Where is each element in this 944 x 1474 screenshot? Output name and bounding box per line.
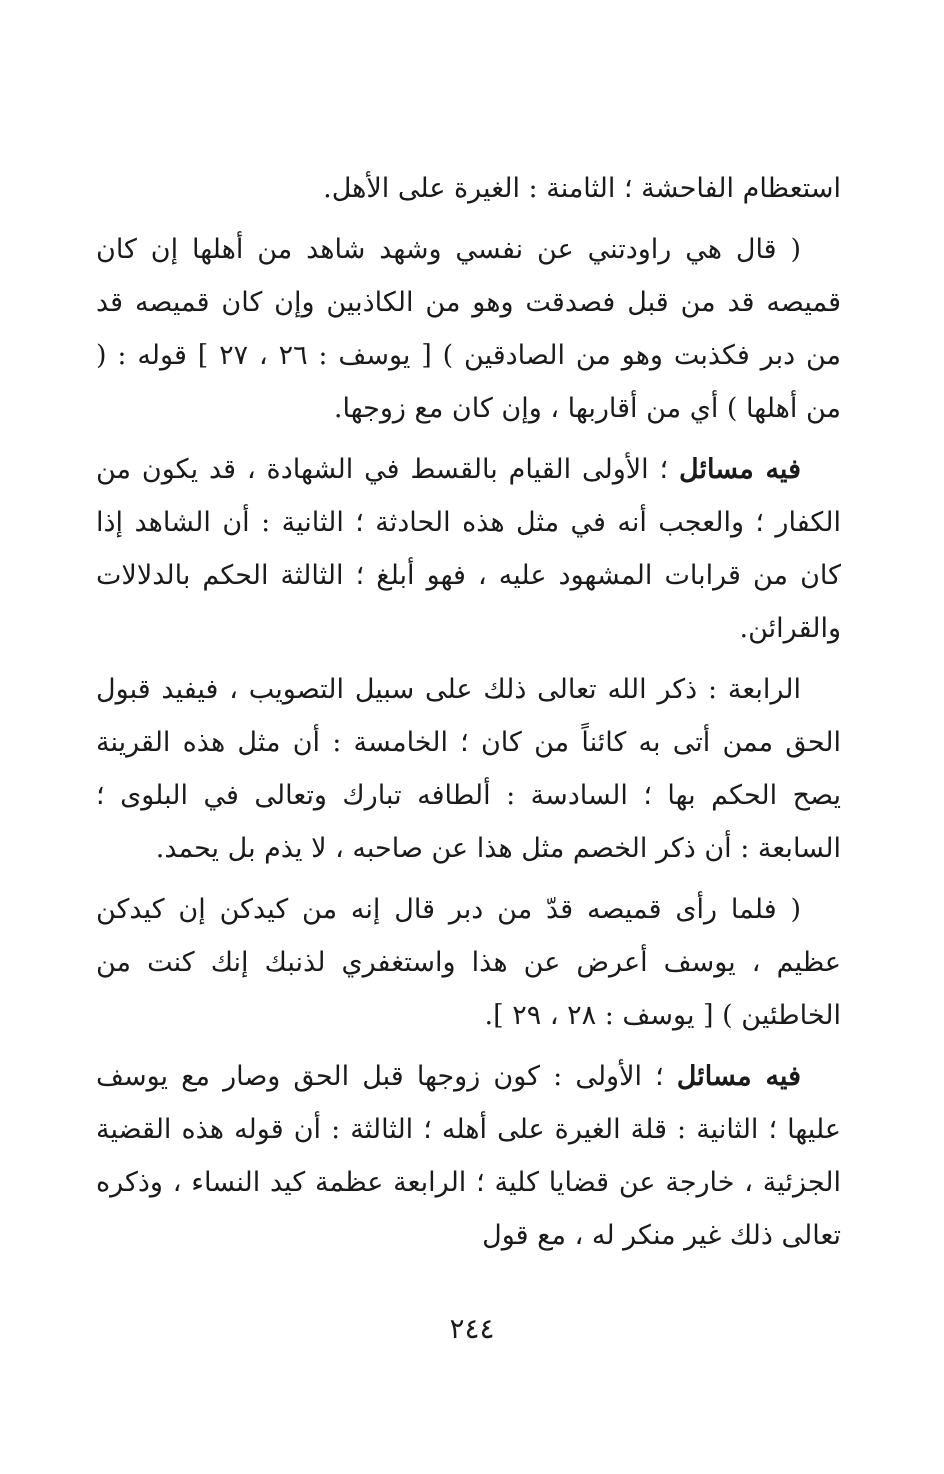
paragraph-5-text: ( فلما رأى قميصه قدّ من دبر قال إنه من كيدكن إن كيدكن عظيم ، يوسف أعرض عن هذا واستغفري لذنبك إنك كنت من الخاطئين ) [ يوسف : ٢٨ ، ٢٩ ]. [96,894,841,1031]
body-text [96,162,841,1262]
paragraph-4 [96,663,841,875]
paragraph-6 [96,1050,841,1262]
paragraph-2-text: ( قال هي راودتني عن نفسي وشهد شاهد من أهلها إن كان قميصه قد من قبل فصدقت وهو من الكاذبين وإن كان قميصه قد من دبر فكذبت وهو من الصادقين ) [ يوسف : ٢٦ ، ٢٧ ] قوله : ( من أهلها ) أي من أقاربها ، وإن كان مع زوجها. [96,234,841,424]
paragraph-4-text: الرابعة : ذكر الله تعالى ذلك على سبيل التصويب ، فيفيد قبول الحق ممن أتى به كائناً من كان ؛ الخامسة : أن مثل هذه القرينة يصح الحكم بها ؛ السادسة : ألطافه تبارك وتعالى في البلوى ؛ السابعة : أن ذكر الخصم مثل هذا عن صاحبه ، لا يذم بل يحمد. [96,674,841,864]
paragraph-6-lead: فيه مسائل [676,1061,801,1092]
paragraph-3 [96,443,841,655]
paragraph-3-lead: فيه مسائل [679,454,801,485]
paragraph-1 [96,162,841,215]
paragraph-5 [96,883,841,1042]
paragraph-6-text: ؛ الأولى : كون زوجها قبل الحق وصار مع يوسف عليها ؛ الثانية : قلة الغيرة على أهله ؛ الثالثة : أن قوله هذه القضية الجزئية ، خارجة عن قضايا كلية ؛ الرابعة عظمة كيد النساء ، وذكره تعالى ذلك غير منكر له ، مع قول [96,1061,841,1251]
page-number: ٢٤٤ [449,1312,495,1345]
paragraph-1-text: استعظام الفاحشة ؛ الثامنة : الغيرة على الأهل. [323,173,841,204]
paragraph-3-text: ؛ الأولى القيام بالقسط في الشهادة ، قد يكون من الكفار ؛ والعجب أنه في مثل هذه الحادثة ؛ الثانية : أن الشاهد إذا كان من قرابات المشهود عليه ، فهو أبلغ ؛ الثالثة الحكم بالدلالات والقرائن. [96,454,841,644]
paragraph-2 [96,223,841,435]
